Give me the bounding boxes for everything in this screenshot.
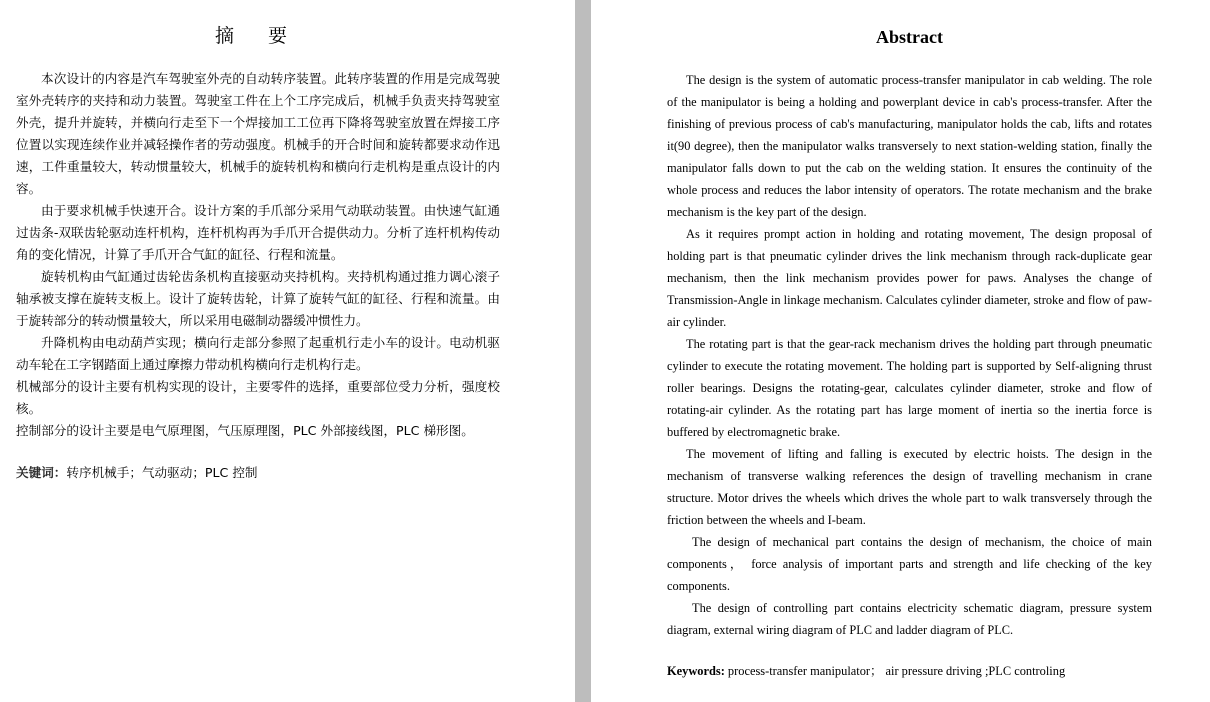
english-abstract-title: Abstract — [876, 27, 943, 47]
chinese-paragraph: 机械部分的设计主要有机构实现的设计，主要零件的选择，重要部位受力分析，强度校核。 — [16, 379, 500, 416]
english-paragraph: As it requires prompt action in holding and rotating movement, The design proposal of holding part is that pneumatic cylinder drives the link mechanism through rack-duplicate gear mechanism, then the link mechanism provides power for paws. Analyses the change of Transmission-Angle in linkage mechanism. Calculates cylinder diameter, stroke and flow of paw-air cylinder. — [667, 227, 1152, 329]
english-paragraph: The design is the system of automatic process-transfer manipulator in cab welding. The role of the manipulator is being a holding and powerplant device in cab's process-transfer. After the finishing of previous process of cab's manufacturing, manipulator holds the cab, lifts and rotates it(90 degree), then the manipulator walks transversely to next station-welding station, finally the manipulator falls down to put the cab on the welding station. It ensures the continuity of the whole process and reduces the labor intensity of operators. The rotate mechanism and the brake mechanism is the key part of the design. — [667, 73, 1152, 219]
chinese-paragraph: 由于要求机械手快速开合。设计方案的手爪部分采用气动联动装置。由快速气缸通过齿条-双联齿轮驱动连杆机构，连杆机构再为手爪开合提供动力。分析了连杆机构传动角的变化情况，计算了手爪开合气缸的缸径、行程和流量。 — [16, 203, 500, 262]
english-paragraph: The movement of lifting and falling is executed by electric hoists. The design in the mechanism of transverse walking references the design of travelling mechanism in crane structure. Motor drives the wheels which drives the whole part to walk transversely through the friction between the wheels and I-beam. — [667, 447, 1152, 527]
chinese-paragraph: 本次设计的内容是汽车驾驶室外壳的自动转序装置。此转序装置的作用是完成驾驶室外壳转序的夹持和动力装置。驾驶室工件在上个工序完成后，机械手负责夹持驾驶室外壳，提升并旋转，并横向行走至下一个焊接加工工位再下降将驾驶室放置在焊接工序位置以实现连续作业并减轻操作者的劳动强度。机械手的开合时间和旋转都要求动作迅速，工件重量较大，转动惯量较大，机械手的旋转机构和横向行走机构是重点设计的内容。 — [16, 71, 500, 196]
page-divider — [575, 0, 591, 702]
english-keywords-label: Keywords: — [667, 664, 725, 678]
english-paragraph: The design of mechanical part contains the design of mechanism, the choice of main components， force analysis of important parts and strength and life checking of the key components. — [667, 535, 1152, 593]
english-paragraph: The rotating part is that the gear-rack mechanism drives the holding part through pneumatic cylinder to execute the rotating movement. The holding part is supported by Self-aligning thrust roller bearings. Designs the rotating-gear, calculates cylinder diameter, stroke and flow of rotating-air cylinder. As the rotating part has large moment of inertia so the inertia force is buffered by electromagnetic brake. — [667, 337, 1152, 439]
english-abstract-body — [667, 69, 1152, 641]
chinese-keywords-label: 关键词： — [16, 465, 67, 480]
chinese-abstract-page — [0, 0, 575, 702]
english-abstract-page — [591, 0, 1210, 702]
chinese-keywords — [16, 462, 500, 484]
english-paragraph: The design of controlling part contains electricity schematic diagram, pressure system diagram, external wiring diagram of PLC and ladder diagram of PLC. — [667, 601, 1152, 637]
english-keywords — [667, 660, 1152, 682]
chinese-abstract-body — [16, 68, 500, 442]
chinese-abstract-title: 摘 要 — [214, 25, 302, 47]
english-keywords-value: process-transfer manipulator； air pressure driving ;PLC controling — [724, 664, 1066, 678]
chinese-paragraph: 控制部分的设计主要是电气原理图，气压原理图，PLC 外部接线图，PLC 梯形图。 — [16, 423, 474, 438]
chinese-keywords-value: 转序机械手；气动驱动；PLC 控制 — [66, 465, 258, 480]
chinese-paragraph: 升降机构由电动葫芦实现；横向行走部分参照了起重机行走小车的设计。电动机驱动车轮在工字钢踏面上通过摩擦力带动机构横向行走机构行走。 — [16, 335, 500, 372]
chinese-paragraph: 旋转机构由气缸通过齿轮齿条机构直接驱动夹持机构。夹持机构通过推力调心滚子轴承被支撑在旋转支板上。设计了旋转齿轮，计算了旋转气缸的缸径、行程和流量。由于旋转部分的转动惯量较大，所以采用电磁制动器缓冲惯性力。 — [16, 269, 500, 328]
